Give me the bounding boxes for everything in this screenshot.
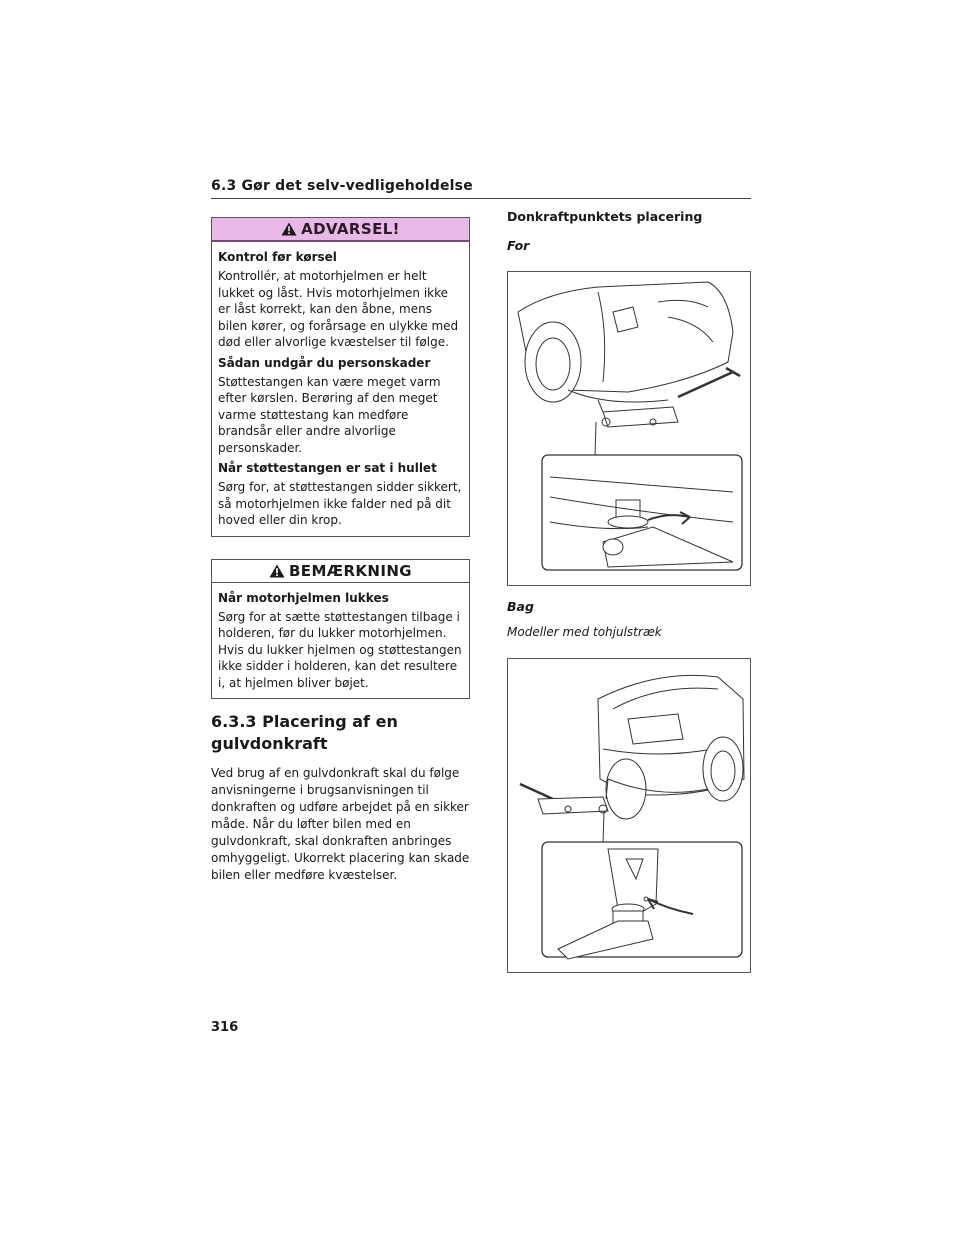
rear-jack-illustration [508,659,750,972]
rear-sublabel: Modeller med tohjulstræk [507,625,662,639]
notice-text: Sørg for at sætte støttestangen tilbage i holderen, før du lukker motorhjelmen. Hvis du lukker hjelmen og støttestangen ikke sidder i holderen, kan det resultere i, at hjelmen bliver bøjet. [218,609,462,690]
warning-text-2: Støttestangen kan være meget varm efter kørslen. Berøring af den meget varme støttestang kan medføre brandsår eller andre alvorlige personskader. [218,374,441,455]
warning-box [211,217,470,537]
warning-triangle-icon [269,564,285,578]
right-column [507,209,751,973]
section-body: Ved brug af en gulvdonkraft skal du følge anvisningerne i brugsanvisningen til donkraften og udføre arbejdet på en sikker måde. Når du løfter bilen med en gulvdonkraft, skal donkraften anbringes omhyggeligt. Ukorrekt placering kan skade bilen eller medføre kvæstelser. [211,766,470,882]
warning-box-header [212,218,469,242]
warning-text-1: Kontrollér, at motorhjelmen er helt lukket og låst. Hvis motorhjelmen ikke er låst korrekt, kan den åbne, mens bilen kører, og forårsage en ulykke med død eller alvorlige kvæstelser til følge. [218,269,459,349]
notice-body [212,583,469,699]
section-title: 6.3.3 Placering af en gulvdonkraft [211,712,398,753]
notice-heading: Når motorhjelmen lukkes [218,590,389,605]
front-label: For [507,238,530,253]
notice-box [211,559,470,700]
warning-heading-2: Sådan undgår du personskader [218,355,431,370]
section-header: 6.3 Gør det selv-vedligeholdelse [211,178,751,199]
rear-jack-figure [507,658,751,973]
warning-text-3: Sørg for, at støttestangen sidder sikkert, så motorhjelmen ikke falder ned på dit hoved eller din krop. [218,480,462,527]
front-jack-figure [507,271,751,586]
warning-heading-3: Når støttestangen er sat i hullet [218,461,437,475]
warning-triangle-icon [281,222,297,236]
jack-point-heading: Donkraftpunktets placering [507,209,703,224]
page-number: 316 [211,1020,239,1035]
warning-heading-1: Kontrol før kørsel [218,250,337,264]
front-jack-illustration [508,272,750,585]
rear-label: Bag [507,599,534,614]
warning-title: ADVARSEL! [301,220,400,238]
notice-box-header [212,560,469,583]
warning-body [212,242,469,536]
notice-title: BEMÆRKNING [288,561,413,580]
left-column [211,217,470,888]
